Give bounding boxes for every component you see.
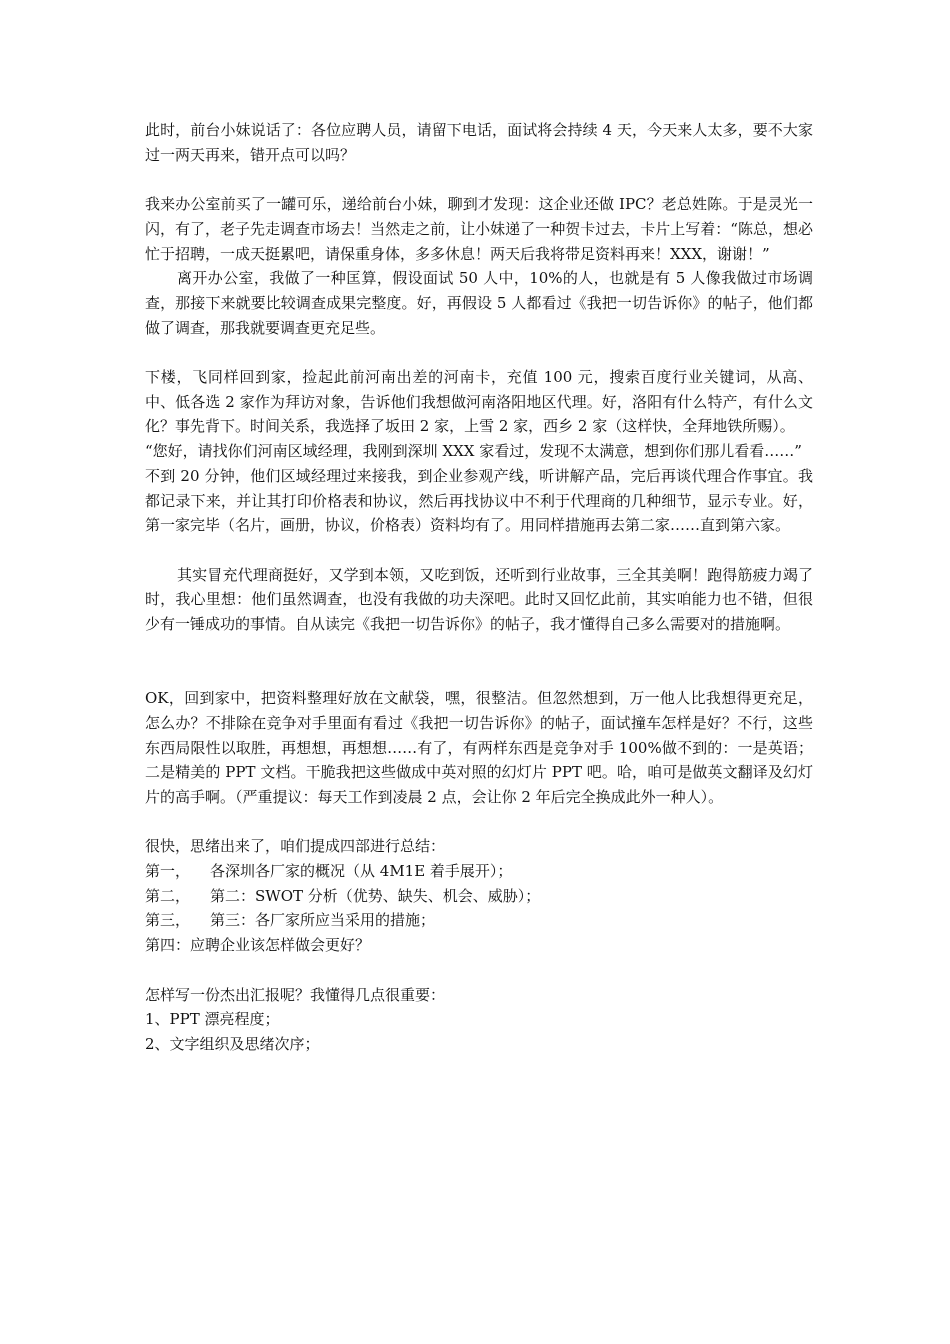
summary-list-text: 各深圳各厂家的概况（从 4M1E 着手展开）；: [210, 862, 513, 881]
summary-list-text: 第二：SWOT 分析（优势、缺失、机会、威胁）；: [210, 886, 541, 905]
blank-line: [145, 958, 813, 983]
paragraph-research: 下楼，飞同样回到家，捡起此前河南出差的河南卡，充值 100 元，搜索百度行业关键词，从高、中、低各选 2 家作为拜访对象，告诉他们我想做河南洛阳地区代理。好，洛阳有什么特产，有什么文化？事先背下。时间关系，我选择了坂田 2 家，上雪 2 家，西乡 2 家（这样快，全拜地铁所赐）。: [145, 368, 813, 436]
summary-list-text: 第三：各厂家所应当采用的措施；: [210, 911, 436, 930]
summary-list-item: [145, 884, 813, 909]
report-point: 2、文字组织及思绪次序；: [145, 1034, 320, 1053]
blank-line: [145, 340, 813, 365]
summary-list-label: 第一，: [145, 862, 191, 881]
paragraph-receptionist: 此时，前台小妹说话了：各位应聘人员，请留下电话，面试将会持续 4 天，今天来人太多，要不大家过一两天再来，错开点可以吗？: [145, 121, 813, 164]
summary-list-item: [145, 908, 813, 933]
paragraph-summary-intro: 很快，思绪出来了，咱们提成四部进行总结：: [145, 837, 446, 856]
summary-list-label: 第三，: [145, 911, 191, 930]
paragraph-estimate: 离开办公室，我做了一种匡算，假设面试 50 人中，10%的人，也就是有 5 人像我做过市场调查，那接下来就要比较调查成果完整度。好，再假设 5 人都看过《我把一切告诉你》的帖子，他们都做了调查，那我就要调查更充足些。: [145, 269, 813, 337]
paragraph-report-intro: 怎样写一份杰出汇报呢？我懂得几点很重要：: [145, 985, 446, 1004]
paragraph-ppt: OK，回到家中，把资料整理好放在文献袋，嘿，很整洁。但忽然想到，万一他人比我想得更充足，怎么办？不排除在竞争对手里面有看过《我把一切告诉你》的帖子，面试撞车怎样是好？不行，这些东西局限性以取胜，再想想，再想想……有了，有两样东西是竞争对手 100%做不到的：一是英语；二是精美的 PPT 文档。干脆我把这些做成中英对照的幻灯片 PPT 吧。哈，咱可是做英文翻译及幻灯片的高手啊。（严重提议：每天工作到凌晨 2 点，会让你 2 年后完全换成此外一种人）。: [145, 689, 813, 806]
document-page: [145, 118, 813, 1057]
blank-line: [145, 538, 813, 563]
report-point: 1、PPT 漂亮程度；: [145, 1010, 280, 1029]
blank-line: [145, 810, 813, 835]
summary-list-item: [145, 933, 813, 958]
summary-list-text: 第四：应聘企业该怎样做会更好？: [145, 936, 371, 955]
blank-line: [145, 637, 813, 686]
paragraph-cola: 我来办公室前买了一罐可乐，递给前台小妹，聊到才发现：这企业还做 IPC？老总姓陈。于是灵光一闪，有了，老子先走调查市场去！当然走之前，让小妹递了一种贺卡过去，卡片上写着：“陈总，想必忙于招聘，一成天挺累吧，请保重身体，多多休息！两天后我将带足资料再来！XXX，谢谢！”: [145, 195, 813, 263]
summary-list-item: [145, 859, 813, 884]
blank-line: [145, 167, 813, 192]
paragraph-phone-call: “您好，请找你们河南区域经理，我刚到深圳 XXX 家看过，发现不太满意，想到你们那儿看看……”: [145, 442, 802, 461]
summary-list-label: 第二，: [145, 886, 191, 905]
paragraph-reflection: 其实冒充代理商挺好，又学到本领，又吃到饭，还听到行业故事，三全其美啊！跑得筋疲力竭了时，我心里想：他们虽然调查，也没有我做的功夫深吧。此时又回忆此前，其实咱能力也不错，但很少有一锤成功的事情。自从读完《我把一切告诉你》的帖子，我才懂得自己多么需要对的措施啊。: [145, 565, 813, 634]
paragraph-visit: 不到 20 分钟，他们区域经理过来接我，到企业参观产线，听讲解产品，完后再谈代理合作事宜。我都记录下来，并让其打印价格表和协议，然后再找协议中不利于代理商的几种细节，显示专业。好，第一家完毕（名片，画册，协议，价格表）资料均有了。用同样措施再去第二家……直到第六家。: [145, 466, 813, 535]
